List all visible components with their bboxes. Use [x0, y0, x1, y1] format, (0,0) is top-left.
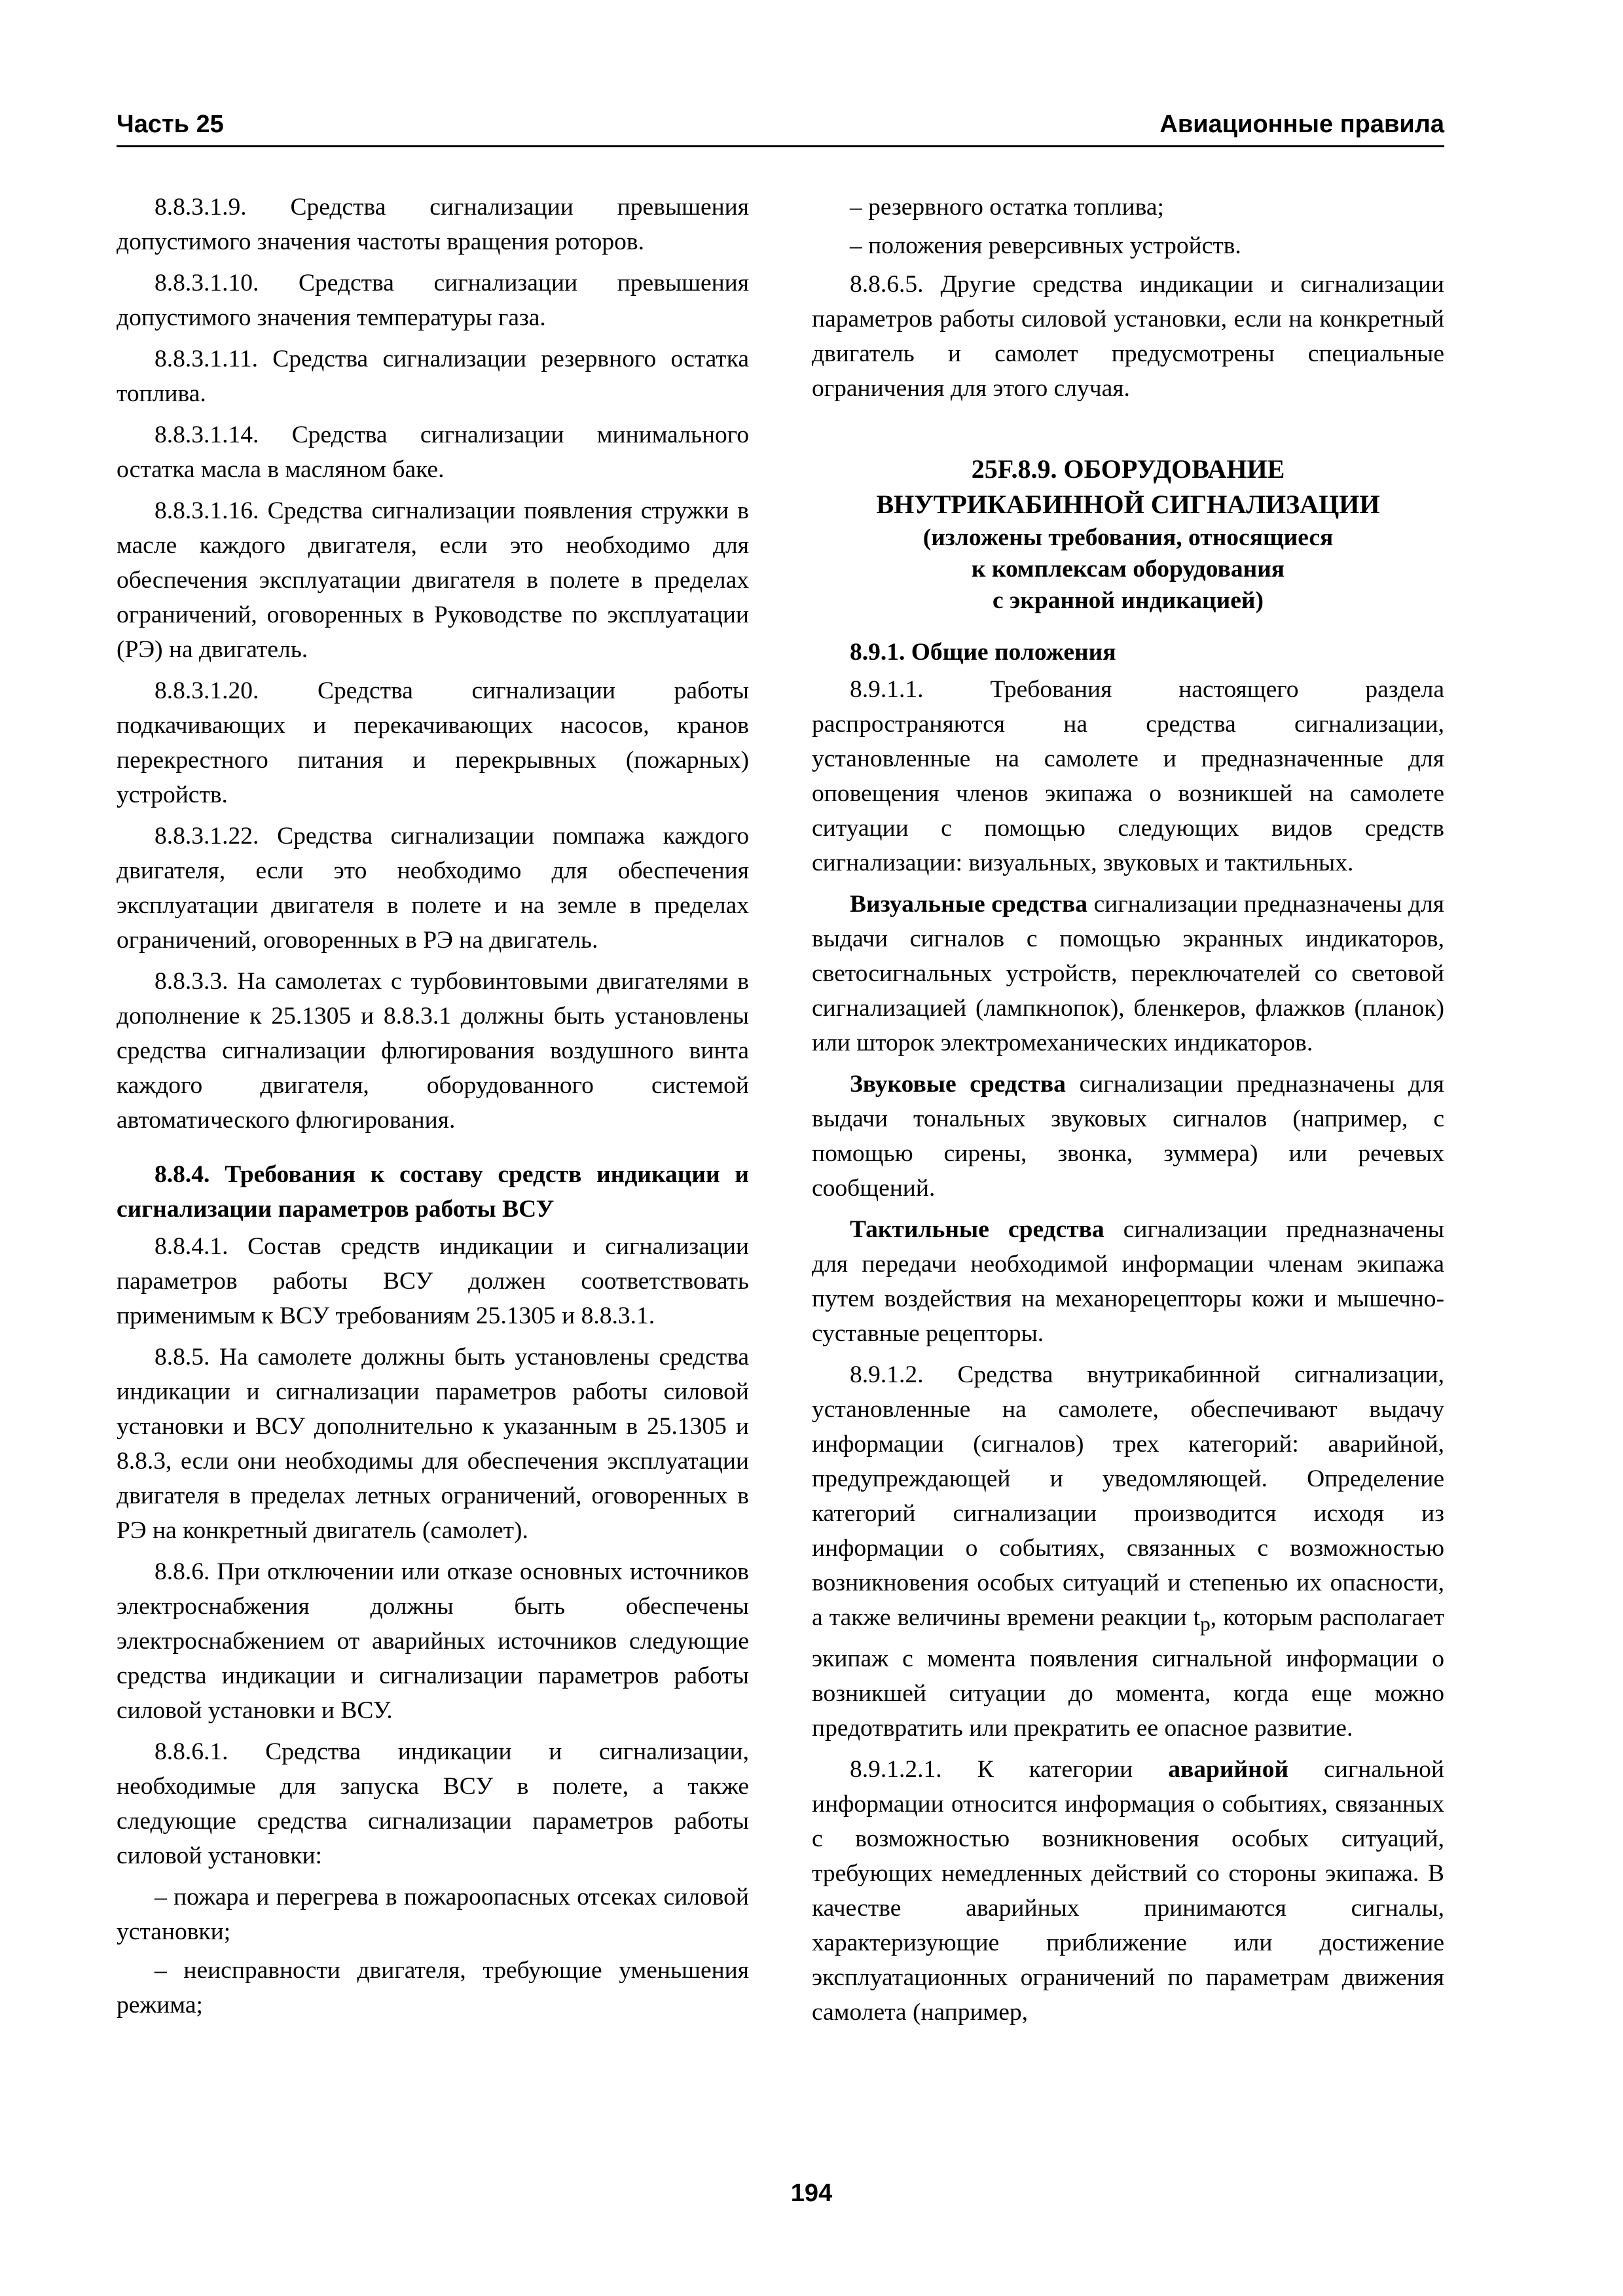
- paragraph: 8.8.6. При отключении или отказе основных источников электроснабжения должны быть обеспечены электроснабжением от аварийных источников следующие средства индикации и сигнализации параметров работы силовой установки и ВСУ.: [117, 1558, 749, 1724]
- paragraph: Визуальные средства сигнализации предназначены для выдачи сигналов с помощью экранных индикаторов, светосигнальных устройств, переключателей со световой сигнализацией (лампкнопок), бленкеров, флажков (планок) или шторок электромеханических индикаторов.: [812, 891, 1444, 1056]
- paragraph: 8.8.3.3. На самолетах с турбовинтовыми двигателями в дополнение к 25.1305 и 8.8.3.1 должны быть установлены средства сигнализации флюгирования воздушного винта каждого двигателя, оборудованного системой автоматического флюгирования.: [117, 968, 749, 1134]
- left-column: [117, 190, 749, 2026]
- list-item: – пожара и перегрева в пожароопасных отсеках силовой установки;: [117, 1884, 749, 1945]
- paragraph: 8.8.6.5. Другие средства индикации и сигнализации параметров работы силовой установки, если на конкретный двигатель и самолет предусмотрены специальные ограничения для этого случая.: [812, 271, 1444, 402]
- section-note-line-3: с экранной индикацией): [993, 587, 1264, 614]
- paragraph: 8.9.1.2.1. К категории аварийной сигнальной информации относится информация о событиях, связанных с возможностью возникновения особых ситуаций, требующих немедленных действий со стороны экипажа. В качестве аварийных принимаются сигналы, характеризующие приближение или достижение эксплуатационных ограничений по параметрам движения самолета (например,: [812, 1755, 1444, 2026]
- subsection-heading: 8.8.4. Требования к составу средств индикации и сигнализации параметров работы ВСУ: [117, 1161, 749, 1223]
- list-item: – резервного остатка топлива;: [850, 194, 1164, 221]
- paragraph: 8.8.3.1.16. Средства сигнализации появления стружки в масле каждого двигателя, если это необходимо для обеспечения эксплуатации двигателя в полете в пределах ограничений, оговоренных в Руководстве по эксплуатации (РЭ) на двигатель.: [117, 497, 749, 663]
- term-bold: Тактильные средства: [850, 1216, 1104, 1243]
- section-title-line-1: 25F.8.9. ОБОРУДОВАНИЕ: [971, 454, 1285, 484]
- paragraph: 8.8.3.1.14. Средства сигнализации минимального остатка масла в масляном баке.: [117, 422, 749, 483]
- right-column: [812, 190, 1444, 2036]
- paragraph: 8.8.3.1.20. Средства сигнализации работы подкачивающих и перекачивающих насосов, кранов перекрестного питания и перекрывных (пожарных) устройств.: [117, 677, 749, 808]
- paragraph: Звуковые средства сигнализации предназначены для выдачи тональных звуковых сигналов (например, с помощью сирены, звонка, зуммера) или речевых сообщений.: [812, 1071, 1444, 1202]
- section-title: [812, 452, 1444, 522]
- running-header-part: Часть 25: [117, 111, 224, 138]
- paragraph: 8.8.4.1. Состав средств индикации и сигнализации параметров работы ВСУ должен соответствовать применимым к ВСУ требованиям 25.1305 и 8.8.3.1.: [117, 1233, 749, 1329]
- header-rule: [117, 145, 1444, 147]
- section-note-line-1: (изложены требования, относящиеся: [922, 524, 1334, 551]
- term-bold: Визуальные средства: [850, 891, 1087, 918]
- term-bold: аварийной: [1168, 1755, 1289, 1783]
- section-title-line-2: ВНУТРИКАБИННОЙ СИГНАЛИЗАЦИИ: [876, 490, 1380, 519]
- paragraph: 8.8.3.1.22. Средства сигнализации помпажа каждого двигателя, если это необходимо для обеспечения эксплуатации двигателя в полете и на земле в пределах ограничений, оговоренных в РЭ на двигатель.: [117, 823, 749, 954]
- paragraph: 8.8.5. На самолете должны быть установлены средства индикации и сигнализации параметров работы силовой установки и ВСУ дополнительно к указанным в 25.1305 и 8.8.3, если они необходимы для обеспечения эксплуатации двигателя в пределах летных ограничений, оговоренных в РЭ на конкретный двигатель (самолет).: [117, 1344, 749, 1544]
- paragraph: 8.9.1.1. Требования настоящего раздела распространяются на средства сигнализации, установленные на самолете и предназначенные для оповещения членов экипажа о возникшей на самолете ситуации с помощью следующих видов средств сигнализации: визуальных, звуковых и тактильных.: [812, 676, 1444, 876]
- subsection-heading: 8.9.1. Общие положения: [850, 639, 1116, 666]
- section-note: [812, 522, 1444, 617]
- paragraph: 8.9.1.2. Средства внутрикабинной сигнализации, установленные на самолете, обеспечивают выдачу информации (сигналов) трех категорий: аварийной, предупреждающей и уведомляющей. Определение категорий сигнализации производится исходя из информации о событиях, связанных с возможностью возникновения особых ситуаций и степенью их опасности, а также величины времени реакции $t_р$, которым располагает экипаж с момента появления сигнальной информации о возникшей ситуации до момента, когда еще можно предотвратить или прекратить ее опасное развитие.: [812, 1361, 1445, 1742]
- section-note-line-2: к комплексам оборудования: [971, 556, 1285, 583]
- paragraph: Тактильные средства сигнализации предназначены для передачи необходимой информации членам экипажа путем воздействия на механорецепторы кожи и мышечно-суставные рецепторы.: [812, 1216, 1444, 1347]
- paragraph: 8.8.3.1.11. Средства сигнализации резервного остатка топлива.: [117, 346, 749, 407]
- subscript: р: [1200, 1612, 1211, 1636]
- page-number: 194: [790, 2179, 833, 2207]
- paragraph: 8.8.3.1.10. Средства сигнализации превышения допустимого значения температуры газа.: [117, 270, 749, 331]
- paragraph: 8.8.6.1. Средства индикации и сигнализации, необходимые для запуска ВСУ в полете, а также следующие средства сигнализации параметров работы силовой установки:: [117, 1738, 749, 1869]
- list-item: – неисправности двигателя, требующие уменьшения режима;: [117, 1957, 749, 2018]
- paragraph: 8.8.3.1.9. Средства сигнализации превышения допустимого значения частоты вращения роторов.: [117, 194, 749, 255]
- running-header-title: Авиационные правила: [1159, 111, 1444, 138]
- list-item: – положения реверсивных устройств.: [850, 232, 1241, 259]
- term-bold: Звуковые средства: [850, 1071, 1066, 1098]
